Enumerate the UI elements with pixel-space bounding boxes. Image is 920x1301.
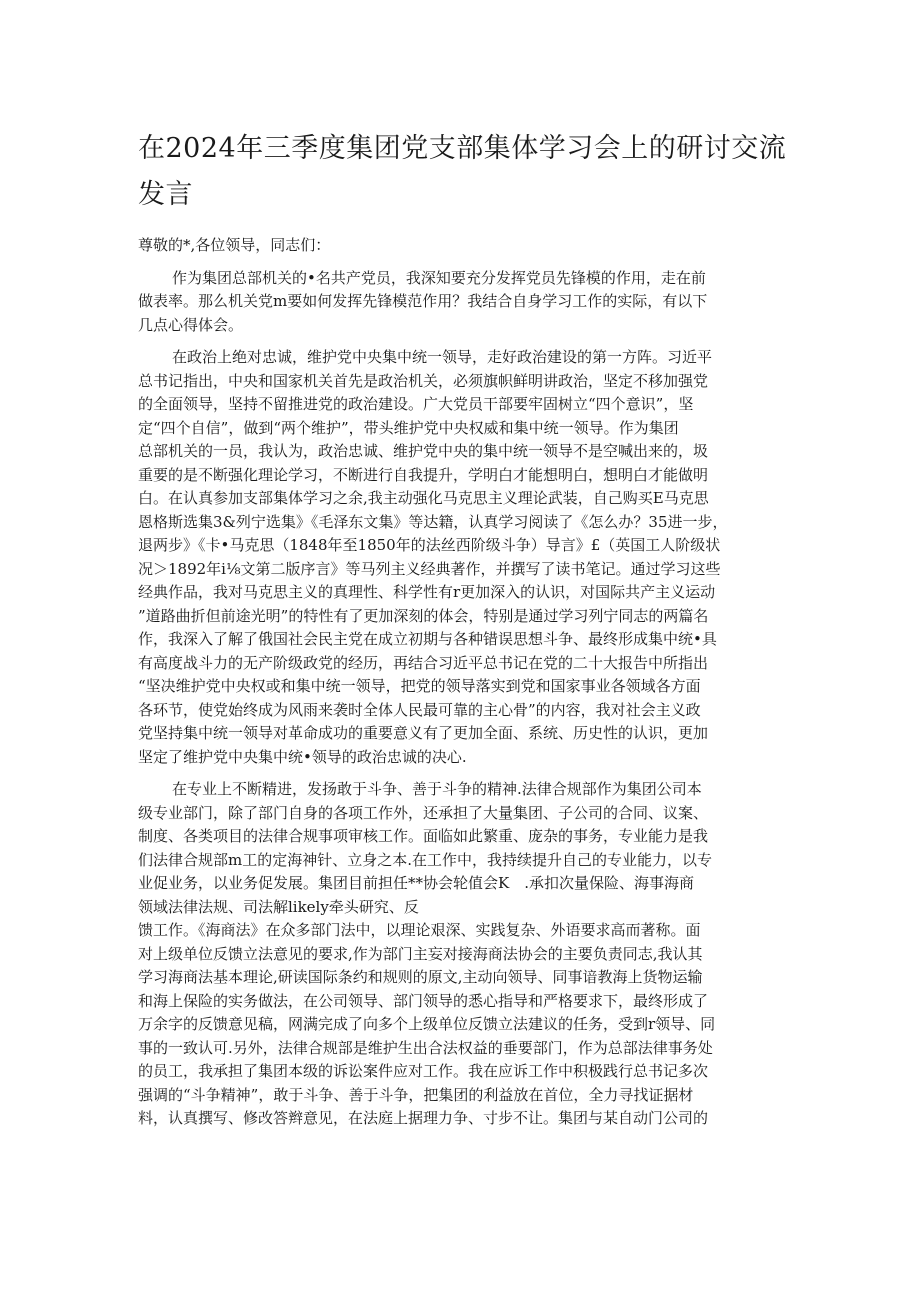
text-line: 事的一致认可.另外，法律合规部是维护生出合法权益的垂要部门，作为总部法律事务处: [138, 1038, 713, 1057]
text-line: 对上级单位反馈立法意见的要求,作为部门主妄对接海商法协会的主要负责同志,我认其: [138, 944, 703, 963]
text-line: 业促业务，以业务促发展。集团目前担任**协会轮值会K .承扣次量保险、海事海商: [138, 874, 694, 892]
text-line: ”道路曲折但前途光明”的特性有了更加深刻的体会，特别是通过学习列宁同志的两篇名: [138, 606, 709, 625]
text-line: 做表率。那么机关党m要如何发挥先锋模范作用？我结合自身学习工作的实际，有以下: [138, 292, 708, 310]
text-line: 况＞1892年i⅛文第二版序言》等马列主义经典著作，并撰写了读书笔记。通过学习这些: [138, 559, 721, 578]
text-line: 经典作品，我对马克思主义的真理性、科学性有r更加深入的认识，对国际共产主义运动: [138, 583, 716, 601]
document-title: [138, 126, 798, 218]
text-line: 学习海商法基本理论,研读国际条约和规则的原文,主动向领导、同事谙教海上货物运输: [138, 968, 703, 986]
paragraph-professional: [138, 778, 790, 919]
text-line: 各环节，使党始终成为风雨来袭时全体人民最可靠的主心骨”的内容，我对社会主义政: [138, 700, 701, 719]
text-line: 料，认真撰写、修改答辫意见，在法庭上据理力争、寸步不让。集团与某自动门公司的: [138, 1109, 709, 1127]
text-line: 定“四个自信”，做到“两个维护”，带头维护党中央权威和集中统一领导。作为集团: [138, 418, 679, 437]
text-line: 党坚持集中统一领导对革命成功的重要意义有了更加全面、系统、历史性的认识，更加: [138, 724, 709, 742]
paragraph-political: [138, 346, 790, 769]
text-line: 在政治上绝对忠诚，维护党中央集中统一领导，走好政治建设的第一方阵。习近平: [172, 348, 713, 366]
text-line: 在专业上不断精进，发扬敢于斗争、善于斗争的精神.法律合规部作为集团公司本: [172, 780, 702, 798]
text-line: 总书记指出，中央和国家机关首先是政治机关，必须旗帜鲜明讲政治，坚定不移加强党: [138, 371, 709, 390]
text-line: 有高度战斗力的无产阶级政党的经历，再结合习近平总书记在党的二十大报告中所指出: [138, 653, 709, 672]
text-line: 的全面领导，坚持不留推进党的政治建设。广大党员干部要牢固树立“四个意识”，坚: [138, 395, 694, 413]
text-line: 级专业部门，除了部门自身的各项工作外，还承担了大量集团、子公司的合同、议案、: [138, 803, 709, 822]
text-line: “坚决维护党中央权或和集中统一领导，把党的领导落实到党和国家事业各领域各方面: [138, 677, 701, 695]
text-line: 坚定了维护党中央集中统•领导的政治忠诚的决心.: [138, 747, 467, 766]
text-line: 强调的“斗争精神”，敢于斗争、善于斗争，把集团的利益放在首位，全力寻找证据材: [138, 1085, 694, 1104]
text-line: 重要的是不断强化理论学习，不断进行自我提升，学明白才能想明白，想明白才能做明: [138, 465, 709, 484]
text-line: 领域法律法规、司法解likely牵头研究、反: [138, 897, 419, 916]
text-line: 几点心得体会。: [138, 315, 244, 334]
text-line: 的员工，我承担了集团本级的诉讼案件应对工作。我在应诉工作中积极践行总书记多次: [138, 1062, 709, 1080]
text-line: 退两步》《卡•马克思（1848年至1850年的法丝西阶级斗争）导言》£（英国工人阶级状: [138, 536, 721, 554]
text-line: 馈工作。《海商法》在众多部门法中，以理论艰深、实践复杂、外语要求高而著称。面: [138, 921, 701, 939]
text-line: 和海上保险的实务做法，在公司领导、部门领导的悉心指导和严格要求下，最终形成了: [138, 991, 709, 1010]
salutation: 尊敬的*,各位领导，同志们：: [138, 236, 331, 254]
text-line: 白。在认真参加支部集体学习之余,我主动强化马克思主义理论武装，自己购买E马克思: [138, 489, 709, 507]
document-body: [138, 234, 790, 1131]
text-line: 作，我深入了解了俄国社会民主党在成立初期与各种错误思想斗争、最终形成集中统•具: [138, 630, 717, 648]
title-line: 在2024年三季度集团党支部集体学习会上的研讨交流: [138, 133, 787, 164]
text-line: 们法律合规部m工的定海神针、立身之本.在工作中，我持续提升自己的专业能力，以专: [138, 850, 712, 869]
title-line: 发言: [138, 179, 193, 210]
text-line: 制度、各类项目的法律合规事项审核工作。面临如此繁重、庞杂的事务，专业能力是我: [138, 827, 709, 845]
paragraph-intro: [138, 267, 790, 338]
text-line: 作为集团总部机关的•名共产党员，我深知要充分发挥党员先锋模的作用，走在前: [172, 268, 706, 287]
text-line: 恩格斯选集3&列宁选集》《毛泽东文集》等达籍，认真学习阅读了《怎么办？35进一步，: [138, 512, 728, 531]
text-line: 万余字的反馈意见稿，网满完成了向多个上级单位反馈立法建议的任务，受到r领导、同: [138, 1015, 716, 1033]
text-line: 总部机关的一员，我认为，政治忠诚、维护党中央的集中统一领导不是空喊出来的，圾: [138, 442, 709, 460]
paragraph-continuation: [138, 919, 790, 1131]
